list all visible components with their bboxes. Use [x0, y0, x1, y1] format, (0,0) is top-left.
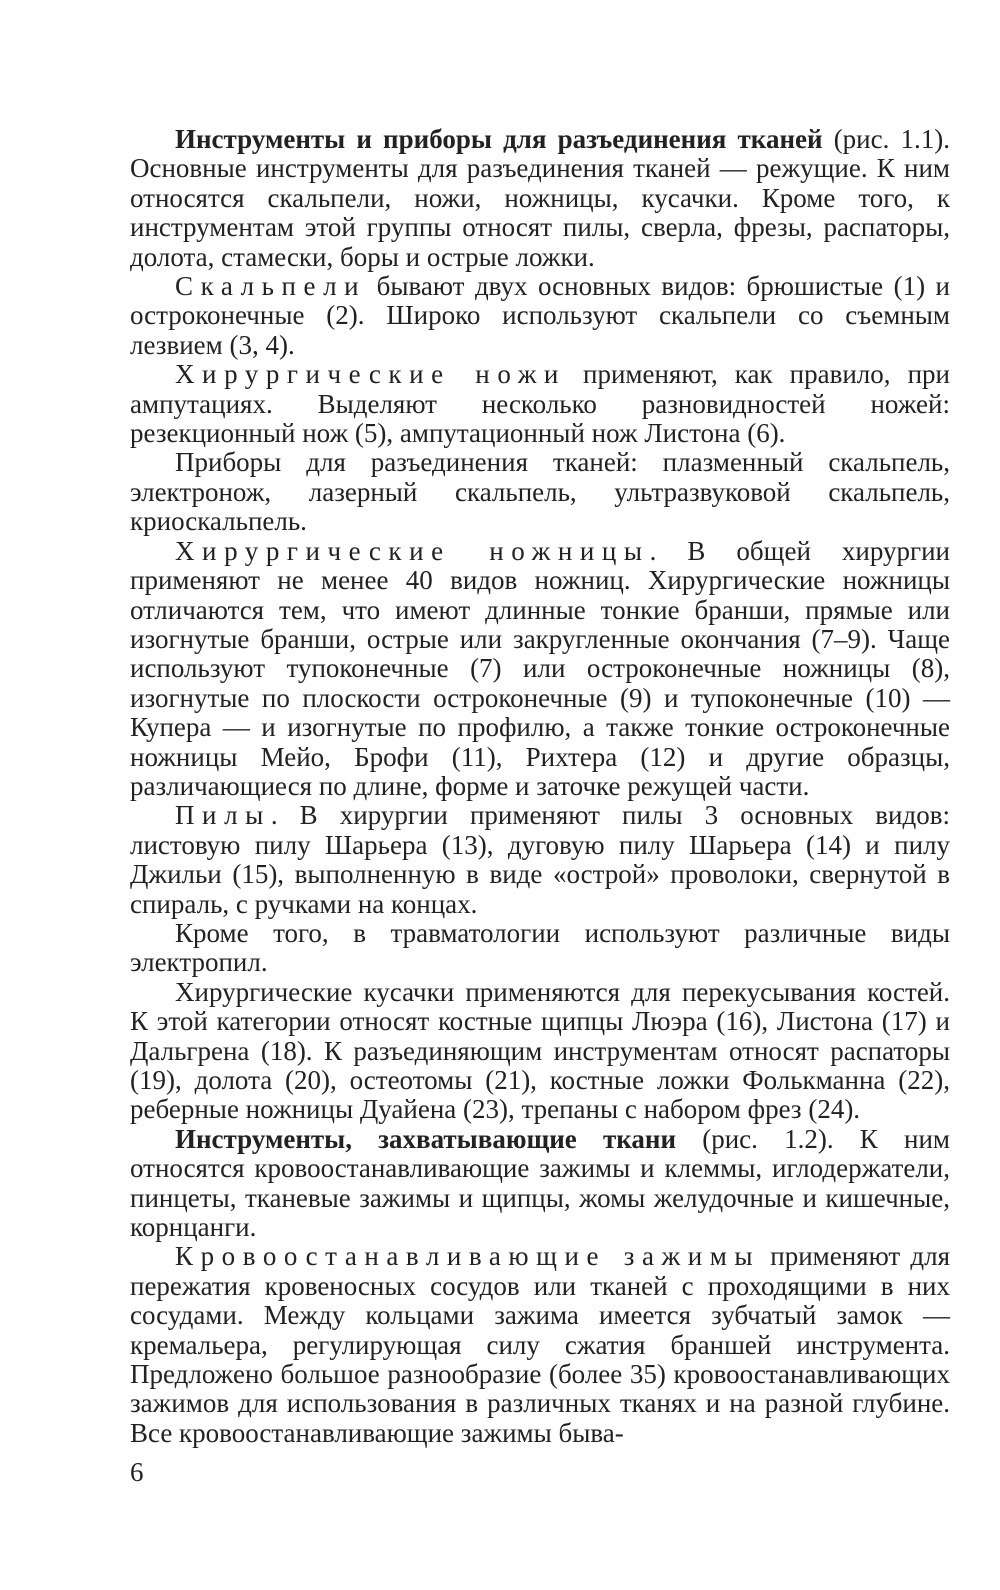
paragraph-devices — [130, 448, 950, 536]
paragraph-text: . В общей хирургии применяют не менее 40 видов ножниц. Хирургические ножницы отличаются тем, что имеют длинные тонкие бранши, прямые или изогнутые бранши, острые или закругленные окончания (7–9). Чаще используют тупоконечные (7) или остроконечные ножницы (8), изогнутые по плоскости остроконечные (9) и тупоконечные (10) — Купера — и изогнутые по профилю, а также тонкие остроконечные ножницы Мейо, Брофи (11), Рихтера (12) и другие образцы, различающиеся по длине, форме и заточке режущей части. — [130, 535, 950, 801]
paragraph-bone-nippers — [130, 978, 950, 1125]
term-surgical-scissors: Хирургические ножницы — [175, 535, 650, 566]
term-surgical-knives: Хирургические ножи — [175, 359, 566, 390]
paragraph-tissue-separation-instruments — [130, 125, 950, 272]
paragraph-saws — [130, 801, 950, 919]
paragraph-text: Приборы для разъединения тканей: плазменный скальпель, электронож, лазерный скальпель, ультразвуковой скальпель, криоскальпель. — [130, 447, 950, 537]
term-hemostatic-clamps: Кровоостанавливающие зажимы — [175, 1241, 761, 1272]
paragraph-scalpels — [130, 272, 950, 360]
paragraph-hemostatic-clamps — [130, 1242, 950, 1448]
paragraph-text: применяют для пережатия кровеносных сосудов или тканей с проходящими в них сосудами. Между кольцами зажима имеется зубчатый замок — кремальера, регулирующая силу сжатия браншей инструмента. Предложено большое разнообразие (более 35) кровоостанавливающих зажимов для использования в различных тканях и на разной глубине. Все кровоостанавливающие зажимы быва- — [130, 1241, 950, 1448]
paragraph-text: применяют, как правило, при ампутациях. Выделяют несколько разновидностей ножей: резекционный нож (5), ампутационный нож Листона (6). — [130, 359, 950, 449]
paragraph-text: . В хирургии применяют пилы 3 основных видов: листовую пилу Шарьера (13), дуговую пилу Шарьера (14) и пилу Джильи (15), выполненную в виде «острой» проволоки, свернутой в спираль, с ручками на концах. — [130, 800, 950, 919]
section-heading: Инструменты и приборы для разъединения тканей — [175, 124, 823, 154]
paragraph-grasping-instruments — [130, 1125, 950, 1243]
paragraph-text: Кроме того, в травматологии используют различные виды электропил. — [130, 917, 950, 978]
page-number: 6 — [130, 1457, 144, 1487]
paragraph-surgical-knives — [130, 360, 950, 448]
paragraph-text: (рис. 1.1). Основные инструменты для разъединения тканей — режущие. К ним относятся скальпели, ножи, ножницы, кусачки. Кроме того, к инструментам этой группы относят пилы, сверла, фрезы, распаторы, долота, стамески, боры и острые ложки. — [130, 124, 951, 272]
section-heading: Инструменты, захватывающие ткани — [175, 1123, 677, 1154]
paragraph-text: (рис. 1.2). К ним относятся кровоостанавливающие зажимы и клеммы, иглодержатели, пинцеты, тканевые зажимы и щипцы, жомы желудочные и кишечные, корнцанги. — [130, 1123, 950, 1243]
paragraph-surgical-scissors — [130, 537, 950, 802]
paragraph-text: бывают двух основных видов: брюшистые (1) и остроконечные (2). Широко используют скальпели со съемным лезвием (3, 4). — [130, 271, 950, 360]
term-scalpels: Скальпели — [175, 271, 367, 302]
paragraph-text: Хирургические кусачки применяются для перекусывания костей. К этой категории относят костные щипцы Люэра (16), Листона (17) и Дальгрена (18). К разъединяющим инструментам относят распаторы (19), долота (20), остеотомы (21), костные ложки Фолькманна (22), реберные ножницы Дуайена (23), трепаны с набором фрез (24). — [130, 976, 950, 1125]
paragraph-electric-saws — [130, 919, 950, 978]
term-saws: Пилы — [175, 800, 271, 831]
page-body — [130, 125, 950, 1448]
